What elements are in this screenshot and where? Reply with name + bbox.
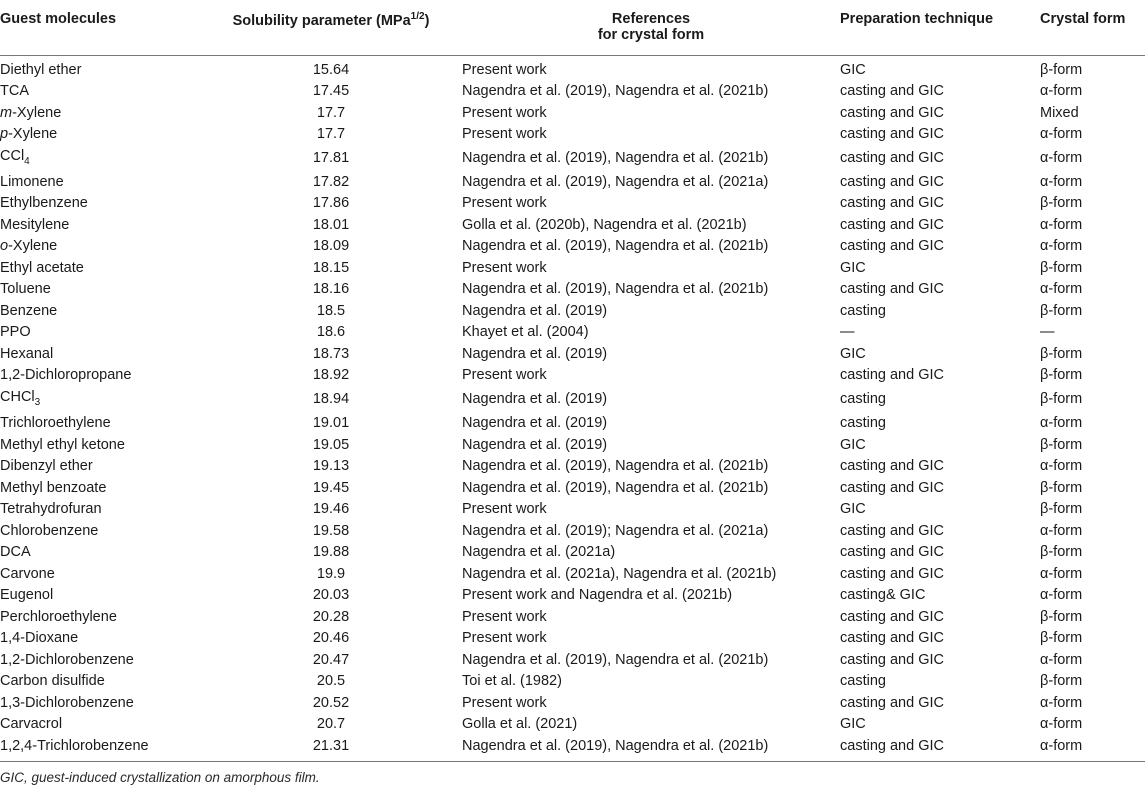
header-solubility-parameter: [200, 0, 462, 55]
cell-references: Present work: [462, 501, 547, 518]
cell-references: Nagendra et al. (2019), Nagendra et al. (2021b): [462, 458, 769, 475]
cell-crystal-form: α-form: [1040, 83, 1083, 99]
table-row: [0, 628, 1145, 650]
cell-references: Golla et al. (2020b), Nagendra et al. (2021b): [462, 216, 747, 233]
cell-preparation-technique: casting: [840, 673, 886, 690]
cell-crystal-form: β-form: [1040, 259, 1083, 276]
cell-solubility-parameter: 20.52: [312, 694, 350, 711]
cell-references: Nagendra et al. (2019), Nagendra et al. (2021a): [462, 173, 769, 190]
cell-crystal-form: α-form: [1040, 694, 1083, 711]
cell-guest-molecule: CCl$_4$: [0, 147, 30, 167]
cell-guest-molecule: Mesitylene: [0, 216, 70, 233]
cell-crystal-form: α-form: [1040, 458, 1083, 475]
table-row: [0, 671, 1145, 693]
table-row: [0, 279, 1145, 301]
cell-references: Khayet et al. (2004): [462, 324, 589, 341]
cell-references: Present work: [462, 61, 547, 78]
cell-preparation-technique: casting and GIC: [840, 281, 944, 298]
cell-references: Nagendra et al. (2019); Nagendra et al. (2021a): [462, 522, 769, 539]
cell-crystal-form: α-form: [1040, 238, 1083, 255]
cell-guest-molecule: CHCl$_3$: [0, 388, 41, 408]
table-row: [0, 478, 1145, 500]
cell-guest-molecule: 1,2-Dichloropropane: [0, 367, 132, 384]
table-footnote: GIC, guest-induced crystallization on amorphous film.: [0, 770, 320, 785]
cell-crystal-form: Mixed: [1040, 104, 1079, 121]
cell-crystal-form: α-form: [1040, 565, 1083, 582]
cell-guest-molecule: 1,2,4-Trichlorobenzene: [0, 736, 200, 762]
table-row: [0, 146, 1145, 172]
table-row: [0, 81, 1145, 103]
cell-crystal-form: α-form: [1040, 716, 1083, 733]
cell-preparation-technique: casting: [840, 302, 886, 319]
cell-references: Present work: [462, 195, 547, 212]
table-row: [0, 301, 1145, 323]
cell-references: Present work: [462, 104, 547, 121]
cell-solubility-parameter: 20.03: [312, 587, 350, 604]
cell-preparation-technique: casting and GIC: [840, 565, 944, 582]
cell-references: Nagendra et al. (2019): [462, 345, 608, 362]
cell-solubility-parameter: 17.86: [312, 195, 350, 212]
cell-references: Toi et al. (1982): [462, 673, 562, 690]
table-row: [0, 413, 1145, 435]
cell-preparation-technique: casting and GIC: [840, 216, 944, 233]
cell-references: Golla et al. (2021): [462, 716, 578, 733]
cell-solubility-parameter: 18.01: [312, 216, 350, 233]
cell-solubility-parameter: 17.81: [312, 149, 350, 166]
cell-guest-molecule: TCA: [0, 83, 29, 99]
cell-preparation-technique: casting and GIC: [840, 544, 944, 561]
cell-references: Nagendra et al. (2019): [462, 302, 608, 319]
cell-references: Nagendra et al. (2019), Nagendra et al. (2021b): [462, 479, 769, 496]
cell-solubility-parameter: 18.6: [316, 324, 346, 341]
cell-guest-molecule: Methyl benzoate: [0, 479, 107, 496]
cell-references: Present work: [462, 259, 547, 276]
cell-guest-molecule: DCA: [0, 544, 31, 561]
cell-solubility-parameter: 19.88: [312, 544, 350, 561]
cell-preparation-technique: casting: [840, 391, 886, 408]
table-row: [0, 344, 1145, 366]
table-row: [0, 172, 1145, 194]
cell-preparation-technique: casting and GIC: [840, 736, 1040, 762]
cell-solubility-parameter: 21.31: [200, 736, 462, 762]
cell-preparation-technique: GIC: [840, 501, 866, 518]
cell-solubility-parameter: 17.7: [316, 126, 346, 142]
cell-crystal-form: β-form: [1040, 345, 1083, 362]
cell-crystal-form: β-form: [1040, 608, 1083, 625]
cell-solubility-parameter: 20.46: [312, 630, 350, 647]
table-row: [0, 607, 1145, 629]
cell-crystal-form: α-form: [1040, 587, 1083, 604]
cell-solubility-parameter: 18.73: [312, 345, 350, 362]
cell-guest-molecule: Chlorobenzene: [0, 522, 99, 539]
cell-guest-molecule: Carvone: [0, 565, 55, 582]
table-row: [0, 215, 1145, 237]
cell-crystal-form: β-form: [1040, 61, 1083, 78]
table-row: [0, 435, 1145, 457]
cell-solubility-parameter: 19.58: [312, 522, 350, 539]
cell-crystal-form: α-form: [1040, 736, 1145, 762]
cell-solubility-parameter: 17.45: [312, 83, 350, 99]
cell-crystal-form: β-form: [1040, 302, 1083, 319]
cell-preparation-technique: casting and GIC: [840, 149, 944, 166]
cell-guest-molecule: Toluene: [0, 281, 51, 298]
cell-references: Nagendra et al. (2019): [462, 391, 608, 408]
cell-guest-molecule: Tetrahydrofuran: [0, 501, 102, 518]
cell-guest-molecule: 1,3-Dichlorobenzene: [0, 694, 134, 711]
cell-guest-molecule: Carvacrol: [0, 716, 63, 733]
header-references: [462, 0, 840, 55]
cell-guest-molecule: Limonene: [0, 173, 64, 190]
cell-guest-molecule: Trichloroethylene: [0, 415, 111, 432]
cell-solubility-parameter: 20.28: [312, 608, 350, 625]
cell-preparation-technique: casting and GIC: [840, 83, 944, 99]
table-row: [0, 387, 1145, 413]
cell-references: Present work: [462, 608, 547, 625]
cell-solubility-parameter: 20.5: [316, 673, 346, 690]
cell-crystal-form: β-form: [1040, 195, 1083, 212]
cell-crystal-form: β-form: [1040, 391, 1083, 408]
cell-preparation-technique: casting and GIC: [840, 651, 944, 668]
table-row: [0, 193, 1145, 215]
cell-crystal-form: β-form: [1040, 544, 1083, 561]
table-row: [0, 55, 1145, 81]
cell-guest-molecule: Carbon disulfide: [0, 673, 105, 690]
header-crystal-form: Crystal form: [1040, 11, 1126, 27]
cell-preparation-technique: casting and GIC: [840, 126, 944, 142]
cell-preparation-technique: casting and GIC: [840, 694, 944, 711]
cell-crystal-form: —: [1040, 324, 1055, 341]
cell-preparation-technique: casting& GIC: [840, 587, 926, 604]
cell-guest-molecule: Perchloroethylene: [0, 608, 117, 625]
cell-solubility-parameter: 19.9: [316, 565, 346, 582]
cell-references: Nagendra et al. (2019), Nagendra et al. (2021b): [462, 83, 769, 99]
cell-guest-molecule: 1,2-Dichlorobenzene: [0, 651, 134, 668]
table-row: [0, 714, 1145, 736]
cell-preparation-technique: GIC: [840, 61, 866, 78]
cell-crystal-form: α-form: [1040, 415, 1083, 432]
cell-references: Nagendra et al. (2019), Nagendra et al. (2021b): [462, 281, 769, 298]
cell-solubility-parameter: 17.82: [312, 173, 350, 190]
header-guest-molecules: Guest molecules: [0, 11, 117, 27]
cell-preparation-technique: GIC: [840, 436, 866, 453]
header-solubility-text: Solubility parameter (MPa$^{1/2}$): [232, 11, 430, 29]
cell-solubility-parameter: 19.45: [312, 479, 350, 496]
cell-guest-molecule: o-Xylene: [0, 238, 58, 255]
cell-preparation-technique: GIC: [840, 716, 866, 733]
cell-references: Nagendra et al. (2019), Nagendra et al. (2021b): [462, 736, 840, 762]
cell-crystal-form: α-form: [1040, 126, 1083, 142]
cell-solubility-parameter: 19.13: [312, 458, 350, 475]
cell-crystal-form: β-form: [1040, 673, 1083, 690]
cell-crystal-form: α-form: [1040, 651, 1083, 668]
table-row: [0, 736, 1145, 762]
cell-solubility-parameter: 17.7: [316, 104, 346, 121]
cell-crystal-form: β-form: [1040, 630, 1083, 647]
cell-crystal-form: α-form: [1040, 173, 1083, 190]
cell-preparation-technique: casting and GIC: [840, 479, 944, 496]
table-row: [0, 650, 1145, 672]
cell-preparation-technique: casting and GIC: [840, 522, 944, 539]
cell-references: Nagendra et al. (2019), Nagendra et al. (2021b): [462, 238, 769, 255]
cell-preparation-technique: casting and GIC: [840, 195, 944, 212]
cell-solubility-parameter: 18.5: [316, 302, 346, 319]
cell-references: Present work: [462, 367, 547, 384]
cell-solubility-parameter: 20.47: [312, 651, 350, 668]
cell-guest-molecule: Ethylbenzene: [0, 195, 88, 212]
cell-references: Present work: [462, 694, 547, 711]
cell-guest-molecule: Hexanal: [0, 345, 54, 362]
cell-preparation-technique: casting and GIC: [840, 367, 944, 384]
cell-references: Present work and Nagendra et al. (2021b): [462, 587, 733, 604]
cell-guest-molecule: Methyl ethyl ketone: [0, 436, 125, 453]
table-row: [0, 499, 1145, 521]
cell-solubility-parameter: 20.7: [316, 716, 346, 733]
table-body: [0, 55, 1145, 762]
cell-crystal-form: β-form: [1040, 479, 1083, 496]
cell-solubility-parameter: 19.46: [312, 501, 350, 518]
cell-solubility-parameter: 18.92: [312, 367, 350, 384]
table-header-row: [0, 0, 1145, 55]
cell-preparation-technique: casting and GIC: [840, 173, 944, 190]
cell-crystal-form: α-form: [1040, 281, 1083, 298]
cell-solubility-parameter: 18.94: [312, 391, 350, 408]
cell-guest-molecule: p-Xylene: [0, 126, 58, 142]
table-row: [0, 124, 1145, 146]
cell-references: Nagendra et al. (2021a): [462, 544, 616, 561]
cell-preparation-technique: GIC: [840, 259, 866, 276]
cell-preparation-technique: casting and GIC: [840, 238, 944, 255]
cell-solubility-parameter: 15.64: [312, 61, 350, 78]
table-row: [0, 258, 1145, 280]
cell-guest-molecule: Benzene: [0, 302, 58, 319]
cell-solubility-parameter: 18.09: [312, 238, 350, 255]
cell-guest-molecule: Diethyl ether: [0, 61, 82, 78]
cell-preparation-technique: casting and GIC: [840, 608, 944, 625]
table-row: [0, 456, 1145, 478]
cell-preparation-technique: GIC: [840, 345, 866, 362]
table-row: [0, 585, 1145, 607]
cell-references: Present work: [462, 126, 547, 142]
table-row: [0, 365, 1145, 387]
cell-solubility-parameter: 19.05: [312, 436, 350, 453]
cell-references: Nagendra et al. (2019), Nagendra et al. (2021b): [462, 149, 769, 166]
cell-references: Nagendra et al. (2019): [462, 436, 608, 453]
cell-preparation-technique: casting and GIC: [840, 458, 944, 475]
header-references-line1: References: [611, 11, 691, 27]
cell-references: Nagendra et al. (2021a), Nagendra et al. (2021b): [462, 565, 777, 582]
cell-crystal-form: α-form: [1040, 216, 1083, 233]
cell-guest-molecule: PPO: [0, 324, 31, 341]
cell-references: Nagendra et al. (2019), Nagendra et al. (2021b): [462, 651, 769, 668]
cell-references: Present work: [462, 630, 547, 647]
header-preparation-technique: Preparation technique: [840, 11, 994, 27]
cell-guest-molecule: Ethyl acetate: [0, 259, 84, 276]
cell-guest-molecule: 1,4-Dioxane: [0, 630, 79, 647]
cell-preparation-technique: casting: [840, 415, 886, 432]
cell-guest-molecule: Eugenol: [0, 587, 54, 604]
header-references-line2: for crystal form: [597, 27, 705, 43]
cell-guest-molecule: Dibenzyl ether: [0, 458, 93, 475]
table-row: [0, 322, 1145, 344]
table-row: [0, 542, 1145, 564]
table-row: [0, 236, 1145, 258]
table-row: [0, 521, 1145, 543]
cell-crystal-form: β-form: [1040, 436, 1083, 453]
table-row: [0, 693, 1145, 715]
cell-references: Nagendra et al. (2019): [462, 415, 608, 432]
cell-crystal-form: β-form: [1040, 501, 1083, 518]
cell-preparation-technique: —: [840, 324, 855, 341]
cell-solubility-parameter: 18.16: [312, 281, 350, 298]
table-row: [0, 564, 1145, 586]
cell-preparation-technique: casting and GIC: [840, 630, 944, 647]
cell-crystal-form: α-form: [1040, 149, 1083, 166]
cell-crystal-form: β-form: [1040, 367, 1083, 384]
cell-solubility-parameter: 18.15: [312, 259, 350, 276]
cell-guest-molecule: m-Xylene: [0, 104, 62, 121]
cell-preparation-technique: casting and GIC: [840, 104, 944, 121]
cell-solubility-parameter: 19.01: [312, 415, 350, 432]
table-row: [0, 103, 1145, 125]
cell-crystal-form: α-form: [1040, 522, 1083, 539]
